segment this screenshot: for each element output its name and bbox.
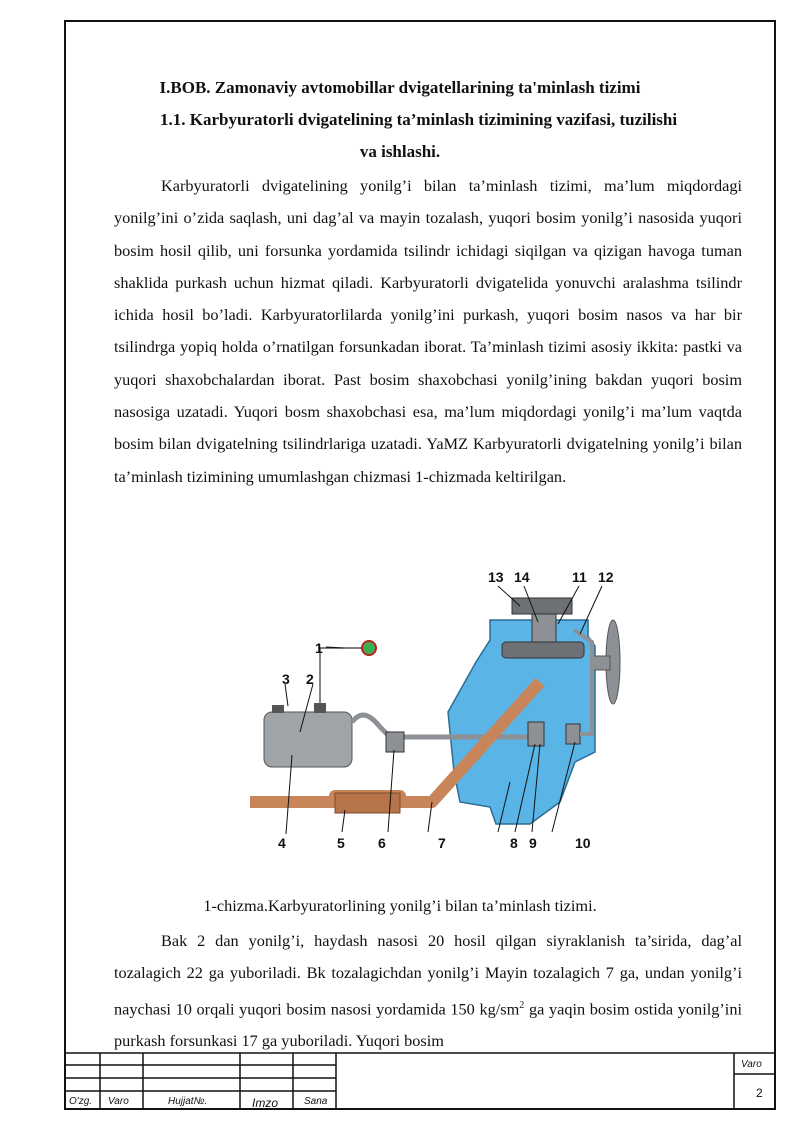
fuel-gauge-icon xyxy=(362,641,376,655)
paragraph-flow xyxy=(114,925,742,1058)
air-filter xyxy=(512,598,572,614)
gauge-wire xyxy=(320,648,362,703)
fan-hub xyxy=(592,656,610,670)
paragraph-intro-text: Karbyuratorli dvigatelining yonilg’i bilan ta’minlash tizimi, ma’lum miqdordagi yonilg’ini o’zida saqlash, uni dag’al va mayin tozalash, yuqori bosim yonilg’i nasosida yuqori bosim hosil qilib, uni forsunka yordamida tsilindr ichidagi siqilgan va qizigan havoga tuman shaklida purkash uchun hizmat qiladi. Karbyuratorli dvigatelida yonuvchi aralashma tsilindr ichida hosil bo’ladi. Karbyuratorlilarda yonilg’ini purkash, yuqori bosim nasos va har bir tsilindrga yopiq holda o’rnatilgan forsunkadan iborat. Ta’minlash tizimi asosiy ikkita: pastki va yuqori shaxobchalardan iborat. Past bosim shaxobchasi yonilg’ining bakdan yuqori bosim nasosiga uzatadi. Yuqori bosm shaxobchasi esa, ma’lum miqdordagi yonilg’i ma’lum vaqtda bosim bilan dvigatelning tsilindrlariga uzatadi. YaMZ Karbyuratorli dvigatelning yonilg’i bilan ta’minlash tizimining umumlashgan chizmasi 1-chizmada keltirilgan. xyxy=(114,176,742,486)
stamp-imzo: Imzo xyxy=(252,1096,279,1110)
paragraph-flow-text xyxy=(114,925,742,1058)
chapter-title: I.BOB. Zamonaviy avtomobillar dvigatellarining ta'minlash tizimi xyxy=(159,78,641,97)
label-9: 9 xyxy=(529,835,537,851)
label-1: 1 xyxy=(315,640,323,656)
section-title-line1: 1.1. Karbyuratorli dvigatelining ta’minlash tizimining vazifasi, tuzilishi xyxy=(160,110,678,129)
paragraph-flow-part1: Bak 2 dan yonilg’i, haydash nasosi 20 hosil qilgan siyraklanish ta’sirida, dag’al tozalagich 22 ga yuboriladi. Bk tozalagichdan yonilg’i Mayin tozalagich 7 ga, undan yonilg’i naychasi 10 orqali yuqori bosim nasosi yordamida 150 kg/sm xyxy=(114,931,742,1019)
fuel-tank xyxy=(264,712,352,767)
label-2: 2 xyxy=(306,671,314,687)
paragraph-flow-part2: ga yaqin bosim ostida yonilg’ini purkash forsunkasi 17 ga yuboriladi. Yuqori bosim xyxy=(114,999,742,1051)
paragraph-intro xyxy=(114,170,742,493)
stamp-varo: Varo xyxy=(108,1096,129,1107)
stamp-varo-label: Varo xyxy=(741,1059,762,1070)
fuel-system-diagram xyxy=(240,562,640,862)
label-4: 4 xyxy=(278,835,286,851)
label-10: 10 xyxy=(575,835,591,851)
label-3: 3 xyxy=(282,671,290,687)
stamp-sana: Sana xyxy=(304,1096,328,1107)
paragraph-flow-superscript: 2 xyxy=(519,999,525,1011)
label-14: 14 xyxy=(514,569,530,585)
tank-outlet xyxy=(314,703,326,713)
figure-caption: 1-chizma.Karbyuratorlining yonilg’i bilan ta’minlash tizimi. xyxy=(203,896,597,915)
label-12: 12 xyxy=(598,569,614,585)
label-11: 11 xyxy=(572,569,587,585)
label-5: 5 xyxy=(337,835,345,851)
fuel-filter xyxy=(566,724,580,744)
label-6: 6 xyxy=(378,835,386,851)
label-7: 7 xyxy=(438,835,446,851)
stamp-ozg: O'zg. xyxy=(69,1096,93,1107)
stamp-hujjat: Hujjat№. xyxy=(168,1096,208,1107)
label-8: 8 xyxy=(510,835,518,851)
page-number: 2 xyxy=(756,1086,763,1100)
section-title-line2: va ishlashi. xyxy=(359,142,441,161)
tank-cap xyxy=(272,705,284,713)
fuel-pump xyxy=(528,722,544,746)
intake xyxy=(502,642,584,658)
label-13: 13 xyxy=(488,569,504,585)
sediment-filter xyxy=(386,732,404,752)
carburetor xyxy=(532,614,556,644)
